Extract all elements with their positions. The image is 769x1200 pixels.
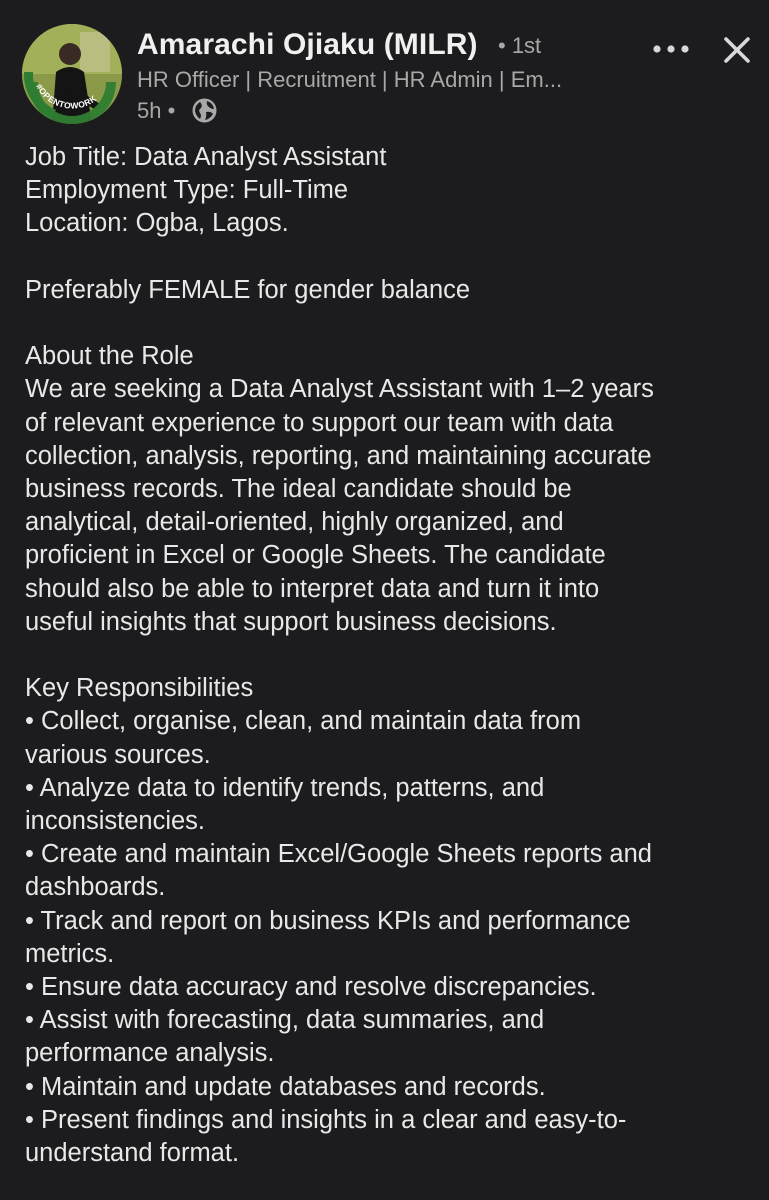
connection-degree: • 1st: [498, 33, 542, 58]
responsibility-line: • Maintain and update databases and records.: [25, 1072, 546, 1101]
responsibility-line: • Analyze data to identify trends, patterns, and: [25, 773, 545, 802]
spacer: [25, 307, 755, 340]
responsibility-line: performance analysis.: [25, 1039, 275, 1068]
responsibility-line: metrics.: [25, 939, 115, 968]
responsibility-line: • Collect, organise, clean, and maintain data from: [25, 707, 582, 736]
author-name[interactable]: Amarachi Ojiaku (MILR): [137, 28, 478, 61]
responsibility-line: understand format.: [25, 1139, 240, 1168]
employment-type: Employment Type: Full-Time: [25, 176, 349, 205]
post-time: 5h •: [137, 98, 176, 123]
author-headline: HR Officer | Recruitment | HR Admin | Em...: [137, 67, 563, 92]
responsibility-line: • Track and report on business KPIs and performance: [25, 906, 631, 935]
responsibility-line: various sources.: [25, 740, 211, 769]
spacer: [25, 639, 755, 672]
post-body: [25, 141, 755, 1170]
responsibility-line: inconsistencies.: [25, 807, 206, 836]
responsibility-line: • Ensure data accuracy and resolve discrepancies.: [25, 973, 597, 1002]
about-heading: About the Role: [25, 342, 194, 371]
spacer: [25, 241, 755, 274]
close-icon[interactable]: [717, 30, 757, 70]
responsibilities-heading: Key Responsibilities: [25, 674, 254, 703]
about-line: of relevant experience to support our team with data: [25, 408, 614, 437]
about-line: We are seeking a Data Analyst Assistant with 1–2 years: [25, 375, 654, 404]
about-line: business records. The ideal candidate should be: [25, 475, 572, 503]
responsibility-line: • Present findings and insights in a clear and easy-to-: [25, 1105, 627, 1134]
about-line: collection, analysis, reporting, and maintaining accurate: [25, 441, 652, 470]
responsibility-line: • Create and maintain Excel/Google Sheets reports and: [25, 840, 652, 869]
globe-icon: [191, 97, 218, 124]
open-to-work-badge: #OPENTOWORK: [34, 82, 99, 111]
about-line: analytical, detail-oriented, highly organized, and: [25, 508, 564, 537]
gender-preference: Preferably FEMALE for gender balance: [25, 275, 471, 304]
about-line: proficient in Excel or Google Sheets. The candidate: [25, 541, 606, 570]
job-title: Job Title: Data Analyst Assistant: [25, 143, 387, 171]
responsibility-line: • Assist with forecasting, data summaries, and: [25, 1006, 545, 1035]
about-line: useful insights that support business decisions.: [25, 607, 557, 636]
responsibility-line: dashboards.: [25, 873, 166, 902]
location: Location: Ogba, Lagos.: [25, 209, 289, 238]
about-line: should also be able to interpret data and turn it into: [25, 574, 600, 603]
more-options-icon[interactable]: [648, 32, 694, 66]
post-header: [0, 0, 769, 140]
avatar[interactable]: [22, 24, 122, 124]
